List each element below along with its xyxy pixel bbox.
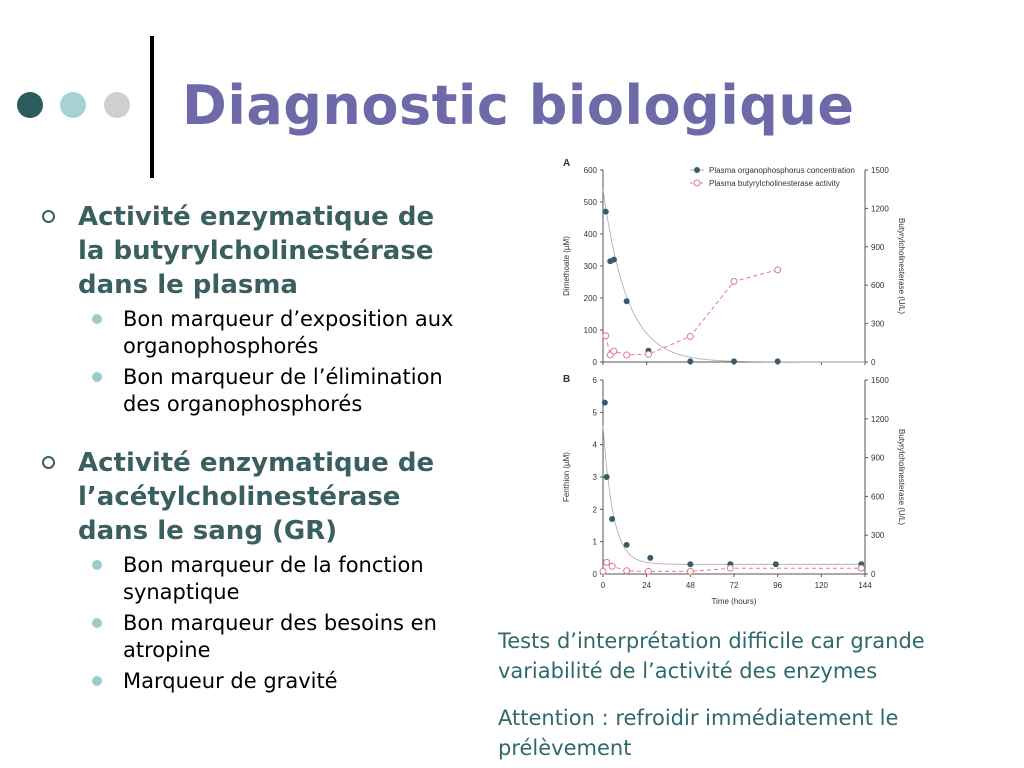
tick-label-right: 0 (871, 358, 876, 367)
tick-label-right: 300 (871, 319, 885, 329)
ring-bullet-icon (42, 456, 55, 469)
tick-label-right: 600 (871, 281, 885, 291)
data-point-concentration (731, 358, 737, 364)
panel-label: A (563, 158, 571, 169)
dot-grey (104, 92, 130, 118)
dot-bullet-icon (92, 314, 102, 324)
dot-light (60, 92, 86, 118)
data-point-butyrylcholinesterase (609, 563, 615, 569)
ring-bullet-icon (42, 210, 55, 223)
bullet-list (40, 200, 492, 695)
bullet-main-1 (40, 200, 492, 302)
tick-label-x: 0 (600, 581, 606, 590)
note-line: prélèvement (498, 736, 632, 760)
y-label-right: Butyrylcholinesterase (U/L) (897, 428, 906, 526)
note-warning (498, 703, 1018, 763)
tick-label-x: 120 (814, 581, 829, 590)
data-point-butyrylcholinesterase (645, 568, 651, 574)
tick-label-left: 5 (592, 408, 597, 418)
data-point-butyrylcholinesterase (603, 333, 609, 339)
tick-label-left: 500 (583, 198, 597, 207)
data-point-concentration (604, 474, 610, 480)
bullet-sub-2-1 (40, 552, 492, 606)
tick-label-x: 144 (858, 581, 872, 590)
pharmacokinetics-chart (555, 152, 910, 620)
page-title: Diagnostic biologique (182, 74, 855, 137)
note-interpretation (498, 626, 1018, 686)
data-point-concentration (647, 555, 653, 561)
tick-label-left: 2 (592, 505, 597, 515)
data-point-concentration (624, 542, 630, 548)
bullet-main-2-line: Activité enzymatique de (78, 448, 435, 478)
tick-label-x: 72 (729, 581, 739, 590)
bullet-main-1-line: dans le plasma (78, 270, 298, 300)
legend-entry: Plasma organophosphorus concentration (709, 166, 855, 175)
bullet-sub-2-2 (40, 610, 492, 664)
tick-label-right: 300 (871, 531, 885, 541)
tick-label-right: 900 (871, 242, 885, 252)
note-line: variabilité de l’activité des enzymes (498, 659, 878, 683)
data-point-butyrylcholinesterase (624, 568, 630, 574)
bullet-sub-line: organophosphorés (123, 334, 319, 358)
bullet-main-2-line: dans le sang (GR) (78, 516, 338, 546)
tick-label-left: 600 (583, 166, 597, 175)
bullet-sub-line: atropine (123, 638, 211, 662)
data-point-concentration (624, 298, 630, 304)
dot-bullet-icon (92, 676, 102, 686)
bullet-main-2-line: l’acétylcholinestérase (78, 482, 401, 512)
panel-label: B (563, 374, 571, 385)
data-point-concentration (603, 209, 609, 215)
tick-label-right: 0 (871, 570, 876, 579)
tick-label-left: 0 (592, 358, 597, 367)
tick-label-left: 0 (592, 570, 597, 579)
data-point-butyrylcholinesterase (604, 559, 610, 565)
data-point-butyrylcholinesterase (645, 351, 651, 357)
dot-dark (17, 92, 43, 118)
data-point-butyrylcholinesterase (727, 565, 733, 571)
y-label-left: Fenthion (µM) (562, 452, 571, 502)
data-point-concentration (609, 516, 615, 522)
data-point-butyrylcholinesterase (858, 565, 864, 571)
tick-label-x: 48 (685, 581, 695, 590)
tick-label-right: 1200 (871, 414, 889, 424)
data-point-concentration (611, 257, 617, 263)
legend-marker (694, 180, 700, 186)
x-label: Time (hours) (711, 597, 757, 606)
tick-label-left: 100 (583, 326, 597, 335)
data-point-concentration (773, 561, 779, 567)
bullet-sub-line: Marqueur de gravité (123, 669, 338, 693)
dot-bullet-icon (92, 560, 102, 570)
fit-curve (603, 425, 865, 564)
legend-marker (694, 167, 700, 173)
bullet-main-1-line: Activité enzymatique de (78, 202, 435, 232)
data-point-butyrylcholinesterase (624, 352, 630, 358)
bullet-main-2 (40, 446, 492, 548)
data-point-butyrylcholinesterase (600, 568, 606, 574)
tick-label-left: 200 (583, 294, 597, 303)
tick-label-left: 300 (583, 262, 597, 271)
y-label-left: Dimethoate (µM) (562, 236, 571, 296)
bullet-sub-line: Bon marqueur de la fonction (123, 553, 424, 577)
bullet-sub-1-1 (40, 306, 492, 360)
data-point-butyrylcholinesterase (611, 348, 617, 354)
bullet-sub-1-2 (40, 364, 492, 418)
bullet-sub-line: Bon marqueur d’exposition aux (123, 307, 454, 331)
title-divider (150, 36, 154, 178)
data-point-butyrylcholinesterase (775, 267, 781, 273)
fit-curve (603, 189, 865, 362)
data-point-concentration (687, 561, 693, 567)
data-point-butyrylcholinesterase (731, 278, 737, 284)
y-label-right: Butyrylcholinesterase (U/L) (897, 217, 906, 315)
legend-entry: Plasma butyrylcholinesterase activity (709, 179, 840, 188)
tick-label-x: 96 (773, 581, 783, 590)
data-point-concentration (687, 358, 693, 364)
bullet-main-1-line: la butyrylcholinestérase (78, 236, 434, 266)
tick-label-left: 3 (592, 473, 597, 482)
data-point-butyrylcholinesterase (687, 333, 693, 339)
bullet-sub-line: Bon marqueur de l’élimination (123, 365, 443, 389)
tick-label-right: 1500 (871, 166, 889, 175)
dot-bullet-icon (92, 372, 102, 382)
bullet-sub-line: Bon marqueur des besoins en (123, 611, 437, 635)
bullet-sub-line: synaptique (123, 580, 240, 604)
tick-label-left: 4 (592, 440, 597, 450)
bullet-sub-line: des organophosphorés (123, 392, 363, 416)
data-point-concentration (602, 400, 608, 406)
bullet-sub-2-3 (40, 668, 492, 695)
note-line: Attention : refroidir immédiatement le (498, 706, 899, 730)
dot-bullet-icon (92, 618, 102, 628)
tick-label-left: 6 (592, 376, 597, 385)
series-line-butyrylcholinesterase (606, 270, 778, 355)
data-point-butyrylcholinesterase (687, 568, 693, 574)
note-line: Tests d’interprétation difficile car grande (498, 629, 925, 653)
tick-label-right: 1200 (871, 204, 889, 214)
tick-label-right: 900 (871, 453, 885, 463)
tick-label-x: 24 (642, 581, 652, 590)
tick-label-right: 600 (871, 492, 885, 502)
tick-label-left: 400 (583, 230, 597, 239)
tick-label-left: 1 (592, 537, 597, 547)
data-point-concentration (775, 358, 781, 364)
tick-label-right: 1500 (871, 376, 889, 385)
